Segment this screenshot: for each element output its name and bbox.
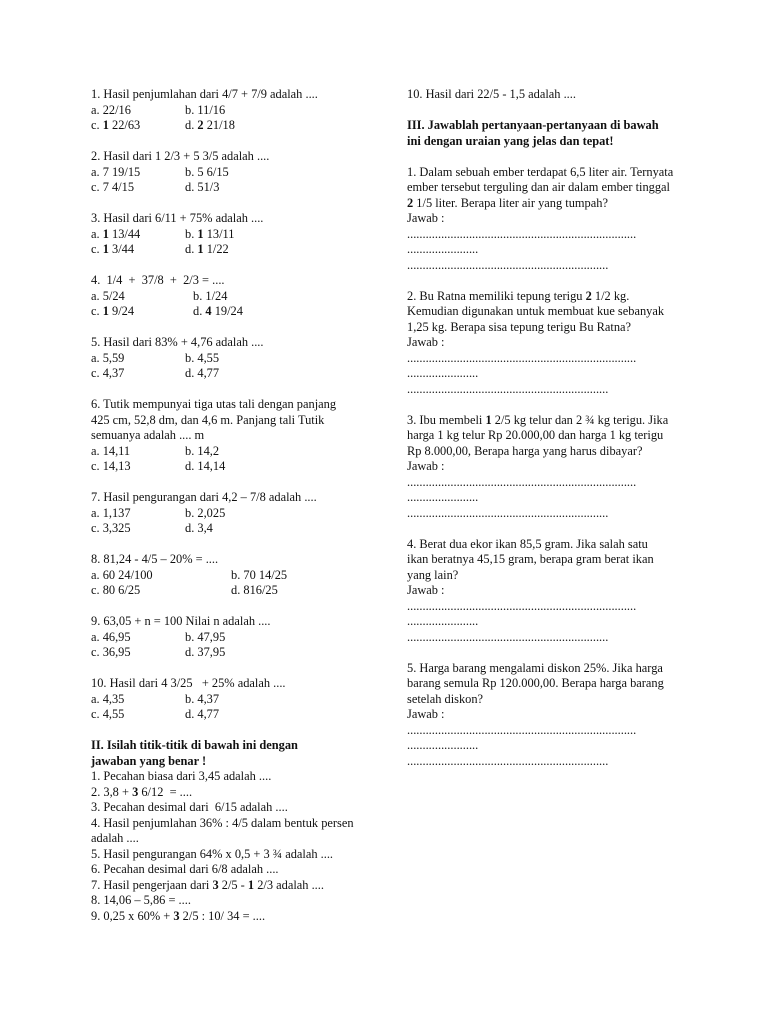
- mc-question-1: [91, 87, 391, 134]
- option-b: b. 2,025: [185, 505, 226, 520]
- question-text: 4. 1/4 + 37/8 + 2/3 = ....: [91, 273, 225, 287]
- answer-dots-line: .......................: [407, 490, 479, 504]
- option-c: c. 1 3/44: [91, 242, 135, 256]
- mc-question-7: [91, 490, 391, 537]
- answer-dots-line: .......................: [407, 366, 479, 380]
- answer-dots-line: .................................................................: [407, 629, 609, 644]
- mc-question-10: [91, 676, 391, 723]
- answer-dots-line: .................................................................: [407, 505, 609, 520]
- question-text: 7. Hasil pengurangan dari 4,2 – 7/8 adalah ....: [91, 490, 317, 504]
- answer-label: Jawab :: [407, 211, 445, 225]
- question-text: 5. Hasil dari 83% + 4,76 adalah ....: [91, 335, 264, 349]
- option-d: d. 4 19/24: [193, 304, 243, 318]
- answer-dots-line: ..........................................................................: [407, 598, 637, 613]
- mc-question-2: [91, 149, 391, 196]
- answer-dots-line: .......................: [407, 242, 479, 256]
- option-d: d. 37,95: [185, 645, 226, 659]
- option-d: d. 3,4: [185, 521, 213, 535]
- answer-dots-line: .......................: [407, 614, 479, 628]
- option-d: d. 4,77: [185, 707, 220, 721]
- fill-item-3: 3. Pecahan desimal dari 6/15 adalah ....: [91, 800, 288, 814]
- option-b: b. 1/24: [193, 288, 228, 303]
- question-text: 9. 63,05 + n = 100 Nilai n adalah ....: [91, 614, 271, 628]
- option-c: c. 4,55: [91, 707, 125, 721]
- essay-question-3: [407, 413, 679, 522]
- answer-label: Jawab :: [407, 335, 445, 349]
- essay-question-2: [407, 289, 679, 398]
- option-d: d. 51/3: [185, 180, 220, 194]
- section-2-heading: II. Isilah titik-titik di bawah ini dengan jawaban yang benar !: [91, 738, 298, 768]
- mc-question-5: [91, 335, 391, 382]
- option-c: c. 80 6/25: [91, 583, 141, 597]
- question-text: 4. Berat dua ekor ikan 85,5 gram. Jika salah satu ikan beratnya 45,15 gram, berapa gram berat ikan yang lain?: [407, 536, 654, 582]
- option-c: c. 14,13: [91, 459, 131, 473]
- mc-question-9: [91, 614, 391, 661]
- option-a: a. 14,11: [91, 443, 131, 458]
- fill-item-4: 4. Hasil penjumlahan 36% : 4/5 dalam bentuk persen adalah ....: [91, 815, 354, 845]
- essay-question-4: [407, 537, 679, 646]
- option-c: c. 1 22/63: [91, 118, 141, 132]
- answer-dots-line: .................................................................: [407, 257, 609, 272]
- option-d: d. 1 1/22: [185, 242, 229, 256]
- mc-question-3: [91, 211, 391, 258]
- question-text: 3. Ibu membeli 1 2/5 kg telur dan 2 ¾ kg terigu. Jika harga 1 kg telur Rp 20.000,00 dan harga 1 kg terigu Rp 8.000,00, Berapa harga yang harus dibayar?: [407, 412, 669, 458]
- question-text: 3. Hasil dari 6/11 + 75% adalah ....: [91, 211, 264, 225]
- fill-item-8: 8. 14,06 – 5,86 = ....: [91, 893, 191, 907]
- option-a: a. 5/24: [91, 288, 125, 303]
- option-a: a. 4,35: [91, 691, 125, 706]
- answer-label: Jawab :: [407, 459, 445, 473]
- option-a: a. 7 19/15: [91, 164, 141, 179]
- answer-label: Jawab :: [407, 707, 445, 721]
- option-a: a. 5,59: [91, 350, 125, 365]
- option-b: b. 4,37: [185, 691, 220, 706]
- answer-dots-line: ..........................................................................: [407, 226, 637, 241]
- option-a: a. 22/16: [91, 102, 131, 117]
- section-2: [91, 738, 391, 924]
- essay-question-5: [407, 661, 679, 770]
- mc-question-8: [91, 552, 391, 599]
- answer-dots-line: ..........................................................................: [407, 474, 637, 489]
- answer-dots-line: .................................................................: [407, 381, 609, 396]
- question-text: 2. Hasil dari 1 2/3 + 5 3/5 adalah ....: [91, 149, 270, 163]
- answer-dots-line: ..........................................................................: [407, 722, 637, 737]
- option-c: c. 4,37: [91, 366, 125, 380]
- option-d: d. 2 21/18: [185, 118, 235, 132]
- fill-item-2: 2. 3,8 + 3 6/12 = ....: [91, 784, 193, 799]
- option-b: b. 14,2: [185, 443, 220, 458]
- option-a: a. 1 13/44: [91, 226, 141, 241]
- section-3-heading: III. Jawablah pertanyaan-pertanyaan di bawah ini dengan uraian yang jelas dan tepat!: [407, 118, 659, 148]
- question-text: 6. Tutik mempunyai tiga utas tali dengan panjang 425 cm, 52,8 dm, dan 4,6 m. Panjang tali Tutik semuanya adalah .... m: [91, 397, 337, 442]
- question-text: 8. 81,24 - 4/5 – 20% = ....: [91, 552, 219, 566]
- mc-question-4: [91, 273, 391, 320]
- option-d: d. 816/25: [231, 583, 278, 597]
- option-a: a. 1,137: [91, 505, 131, 520]
- option-b: b. 47,95: [185, 629, 226, 644]
- option-c: c. 7 4/15: [91, 180, 135, 194]
- question-text: 5. Harga barang mengalami diskon 25%. Jika harga barang semula Rp 120.000,00. Berapa harga barang setelah diskon?: [407, 660, 664, 706]
- fill-item-1: 1. Pecahan biasa dari 3,45 adalah ....: [91, 769, 272, 783]
- right-column: [407, 87, 679, 785]
- option-b: b. 1 13/11: [185, 226, 235, 241]
- option-d: d. 4,77: [185, 366, 220, 380]
- fill-item-6: 6. Pecahan desimal dari 6/8 adalah ....: [91, 862, 279, 876]
- option-d: d. 14,14: [185, 459, 226, 473]
- fill-item-9: 9. 0,25 x 60% + 3 2/5 : 10/ 34 = ....: [91, 908, 266, 923]
- answer-dots-line: ..........................................................................: [407, 350, 637, 365]
- option-c: c. 1 9/24: [91, 304, 135, 318]
- option-b: b. 4,55: [185, 350, 220, 365]
- question-text: 2. Bu Ratna memiliki tepung terigu 2 1/2 kg. Kemudian digunakan untuk membuat kue sebanyak 1,25 kg. Berapa sisa tepung terigu Bu Ratna?: [407, 288, 665, 334]
- answer-dots-line: .................................................................: [407, 753, 609, 768]
- question-text: 1. Hasil penjumlahan dari 4/7 + 7/9 adalah ....: [91, 87, 318, 101]
- mc-question-6: [91, 397, 391, 475]
- option-a: a. 60 24/100: [91, 567, 153, 582]
- fill-item-7: 7. Hasil pengerjaan dari 3 2/5 - 1 2/3 adalah ....: [91, 877, 324, 892]
- option-b: b. 11/16: [185, 102, 226, 117]
- option-b: b. 70 14/25: [231, 567, 288, 582]
- answer-dots-line: .......................: [407, 738, 479, 752]
- option-c: c. 3,325: [91, 521, 131, 535]
- option-c: c. 36,95: [91, 645, 131, 659]
- question-text: 1. Dalam sebuah ember terdapat 6,5 liter air. Ternyata ember tersebut terguling dan air dalam ember tinggal 2 1/5 liter. Berapa liter air yang tumpah?: [407, 164, 674, 210]
- question-text: 10. Hasil dari 4 3/25 + 25% adalah ....: [91, 676, 286, 690]
- fill-item-10: 10. Hasil dari 22/5 - 1,5 adalah ....: [407, 87, 576, 101]
- option-b: b. 5 6/15: [185, 164, 229, 179]
- fill-item-5: 5. Hasil pengurangan 64% x 0,5 + 3 ¾ adalah ....: [91, 846, 334, 861]
- answer-label: Jawab :: [407, 583, 445, 597]
- essay-question-1: [407, 165, 679, 274]
- option-a: a. 46,95: [91, 629, 131, 644]
- left-column: [91, 87, 391, 924]
